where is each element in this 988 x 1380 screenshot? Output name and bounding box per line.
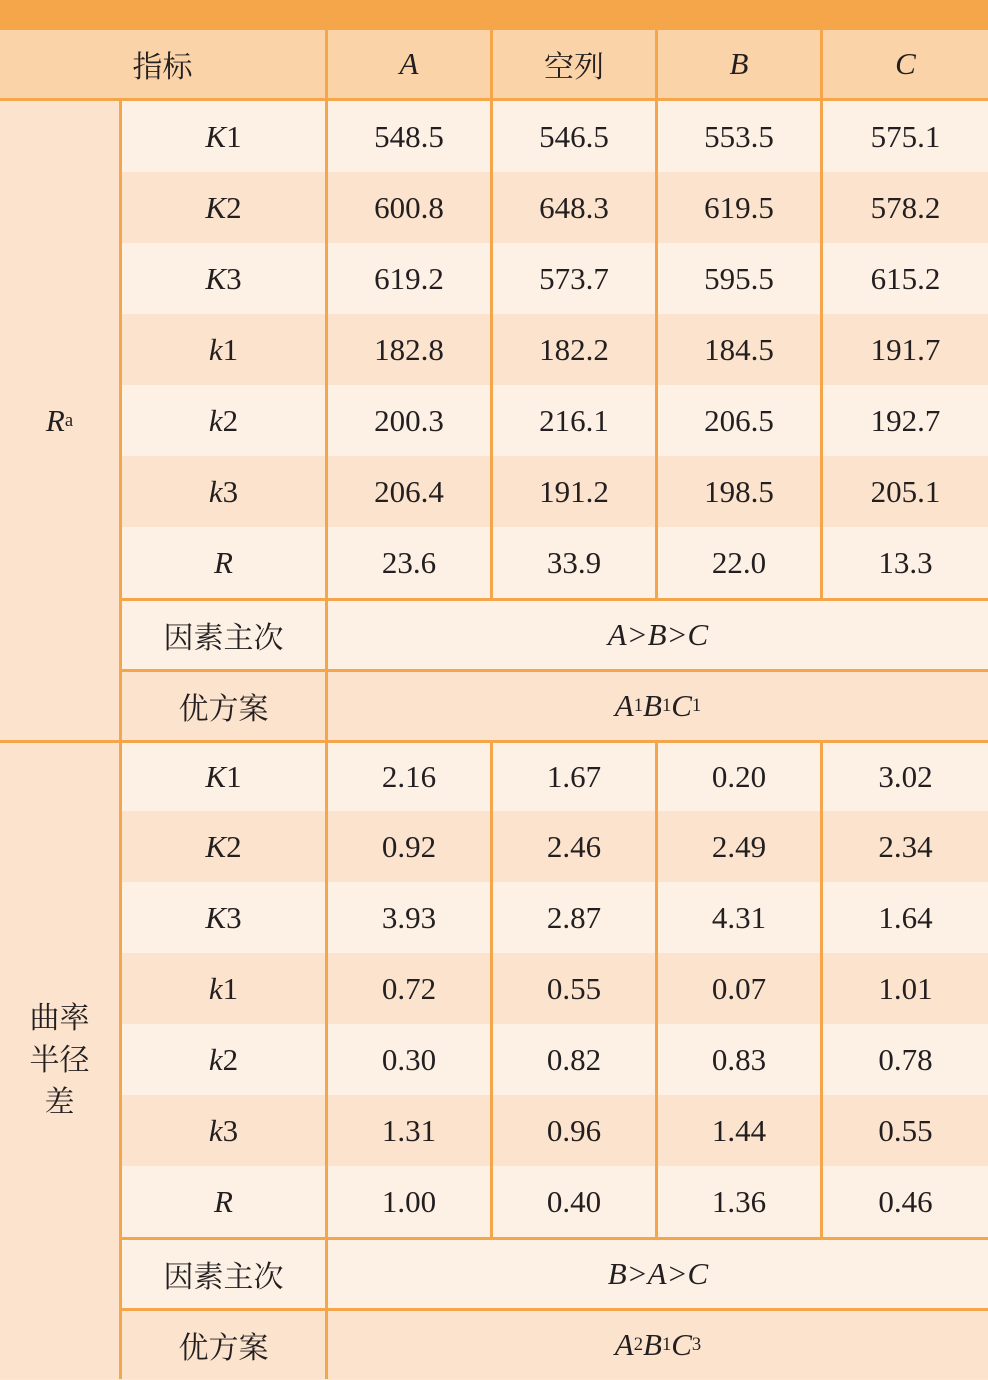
value-cell: 0.46 xyxy=(820,1166,988,1237)
group-label-ra-main: R xyxy=(45,402,65,438)
value-cell: 1.44 xyxy=(655,1095,820,1166)
value-cell: 216.1 xyxy=(490,385,655,456)
value-cell: 0.40 xyxy=(490,1166,655,1237)
value-cell: 3.02 xyxy=(820,740,988,811)
value-cell: 206.4 xyxy=(325,456,490,527)
row-label xyxy=(122,314,325,385)
row-label-name: R xyxy=(214,544,233,580)
optimal-factor-level: 3 xyxy=(691,1334,702,1355)
value-cell: 648.3 xyxy=(490,172,655,243)
row-label-num: 1 xyxy=(222,970,239,1006)
optimal-factor: A xyxy=(614,688,634,723)
row-label-num: 3 xyxy=(226,260,242,296)
row-label-num: 3 xyxy=(222,473,239,509)
value-cell: 205.1 xyxy=(820,456,988,527)
row-label xyxy=(122,385,325,456)
value-cell: 0.55 xyxy=(820,1095,988,1166)
optimal-factor: C xyxy=(671,1327,692,1362)
value-cell: 198.5 xyxy=(655,456,820,527)
value-cell: 1.00 xyxy=(325,1166,490,1237)
optimal-scheme-value xyxy=(325,1308,988,1379)
value-cell: 0.55 xyxy=(490,953,655,1024)
row-label xyxy=(122,456,325,527)
header-col-empty: 空列 xyxy=(490,30,655,101)
row-label-num: 1 xyxy=(226,118,242,154)
value-cell: 1.67 xyxy=(490,740,655,811)
row-label xyxy=(122,740,325,811)
row-label-name: K xyxy=(205,899,227,935)
row-label-num: 2 xyxy=(222,1041,239,1077)
row-label-name: K xyxy=(205,759,227,794)
optimal-factor: A xyxy=(614,1327,634,1362)
value-cell: 200.3 xyxy=(325,385,490,456)
value-cell: 0.83 xyxy=(655,1024,820,1095)
row-label xyxy=(122,527,325,598)
row-label xyxy=(122,172,325,243)
group-label-radius-diff xyxy=(0,740,122,1379)
optimal-factor-level: 1 xyxy=(691,695,702,716)
group-label-line: 曲率 xyxy=(29,1001,90,1036)
row-label-name: K xyxy=(205,118,227,154)
value-cell: 595.5 xyxy=(655,243,820,314)
row-label-num: 3 xyxy=(226,899,242,935)
value-cell: 2.16 xyxy=(325,740,490,811)
value-cell: 22.0 xyxy=(655,527,820,598)
factor-order-label: 因素主次 xyxy=(122,598,325,669)
table-top-bar xyxy=(0,0,988,30)
value-cell: 573.7 xyxy=(490,243,655,314)
row-label xyxy=(122,101,325,172)
value-cell: 0.30 xyxy=(325,1024,490,1095)
row-label-name: K xyxy=(205,828,227,864)
value-cell: 600.8 xyxy=(325,172,490,243)
row-label-name: K xyxy=(205,260,227,296)
optimal-scheme-value xyxy=(325,669,988,740)
value-cell: 1.31 xyxy=(325,1095,490,1166)
value-cell: 548.5 xyxy=(325,101,490,172)
value-cell: 191.2 xyxy=(490,456,655,527)
value-cell: 619.5 xyxy=(655,172,820,243)
row-label-name: k xyxy=(208,473,223,509)
value-cell: 0.72 xyxy=(325,953,490,1024)
optimal-factor-level: 1 xyxy=(633,695,643,716)
optimal-factor: C xyxy=(671,688,692,723)
row-label xyxy=(122,882,325,953)
header-col-b: B xyxy=(655,30,820,101)
group-label-line: 半径 xyxy=(29,1043,90,1078)
row-label xyxy=(122,953,325,1024)
value-cell: 192.7 xyxy=(820,385,988,456)
optimal-factor-level: 1 xyxy=(661,695,672,716)
row-label-name: k xyxy=(208,970,223,1006)
row-label-num: 2 xyxy=(226,189,242,225)
value-cell: 182.2 xyxy=(490,314,655,385)
optimal-factor-level: 2 xyxy=(633,1334,643,1355)
group-label-line: 差 xyxy=(44,1085,75,1120)
value-cell: 578.2 xyxy=(820,172,988,243)
value-cell: 191.7 xyxy=(820,314,988,385)
value-cell: 184.5 xyxy=(655,314,820,385)
value-cell: 0.82 xyxy=(490,1024,655,1095)
optimal-scheme-label: 优方案 xyxy=(122,669,325,740)
row-label-name: k xyxy=(208,1112,223,1148)
optimal-factor: B xyxy=(643,1327,662,1362)
row-label-name: k xyxy=(208,331,223,367)
value-cell: 0.96 xyxy=(490,1095,655,1166)
value-cell: 0.07 xyxy=(655,953,820,1024)
value-cell: 1.01 xyxy=(820,953,988,1024)
value-cell: 13.3 xyxy=(820,527,988,598)
row-label-name: k xyxy=(208,402,223,438)
value-cell: 3.93 xyxy=(325,882,490,953)
value-cell: 0.20 xyxy=(655,740,820,811)
row-label-num: 1 xyxy=(222,331,239,367)
value-cell: 553.5 xyxy=(655,101,820,172)
optimal-factor-level: 1 xyxy=(661,1334,672,1355)
value-cell: 2.46 xyxy=(490,811,655,882)
group-label-ra-sub: a xyxy=(64,409,74,431)
header-col-a: A xyxy=(325,30,490,101)
row-label xyxy=(122,243,325,314)
row-label-name: R xyxy=(214,1183,233,1219)
value-cell: 0.92 xyxy=(325,811,490,882)
value-cell: 2.87 xyxy=(490,882,655,953)
value-cell: 0.78 xyxy=(820,1024,988,1095)
row-label-name: K xyxy=(205,189,227,225)
header-col-c: C xyxy=(820,30,988,101)
value-cell: 615.2 xyxy=(820,243,988,314)
row-label-num: 2 xyxy=(222,402,239,438)
row-label xyxy=(122,811,325,882)
value-cell: 33.9 xyxy=(490,527,655,598)
row-label-num: 2 xyxy=(226,828,242,864)
value-cell: 575.1 xyxy=(820,101,988,172)
value-cell: 2.49 xyxy=(655,811,820,882)
factor-order-value: B>A>C xyxy=(325,1237,988,1308)
value-cell: 4.31 xyxy=(655,882,820,953)
value-cell: 546.5 xyxy=(490,101,655,172)
row-label xyxy=(122,1024,325,1095)
group-label-ra xyxy=(0,101,122,740)
row-label xyxy=(122,1166,325,1237)
row-label-num: 3 xyxy=(222,1112,239,1148)
header-indicator: 指标 xyxy=(0,30,325,101)
optimal-scheme-label: 优方案 xyxy=(122,1308,325,1379)
factor-order-label: 因素主次 xyxy=(122,1237,325,1308)
value-cell: 1.64 xyxy=(820,882,988,953)
value-cell: 619.2 xyxy=(325,243,490,314)
factor-order-value: A>B>C xyxy=(325,598,988,669)
value-cell: 1.36 xyxy=(655,1166,820,1237)
value-cell: 182.8 xyxy=(325,314,490,385)
value-cell: 2.34 xyxy=(820,811,988,882)
row-label-name: k xyxy=(208,1041,223,1077)
row-label xyxy=(122,1095,325,1166)
row-label-num: 1 xyxy=(226,759,242,794)
value-cell: 206.5 xyxy=(655,385,820,456)
value-cell: 23.6 xyxy=(325,527,490,598)
optimal-factor: B xyxy=(643,688,662,723)
